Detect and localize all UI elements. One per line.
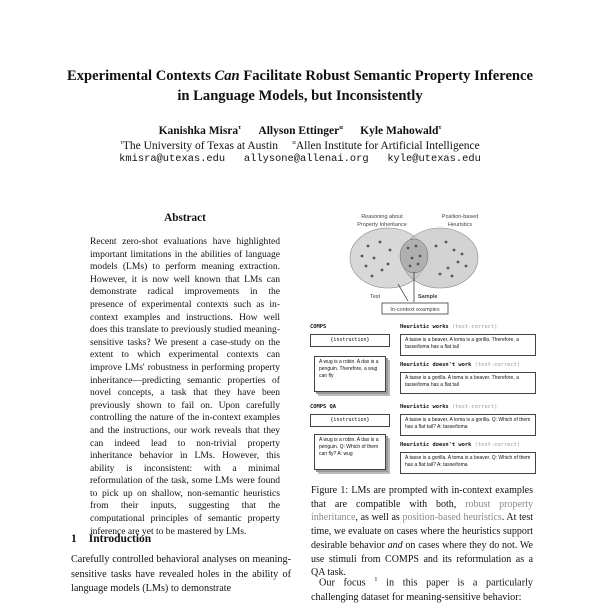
para-text: in this paper is a particularly challenging dataset for meaning-sensitive behavior:	[311, 577, 534, 604]
heuristic-works-text: Heuristic works	[400, 324, 449, 330]
venn-dot	[407, 247, 410, 250]
section-heading	[71, 533, 151, 545]
venn-dot	[367, 245, 370, 248]
venn-dot	[379, 241, 382, 244]
author-list	[40, 124, 560, 137]
intro-body	[71, 553, 291, 597]
email-list	[40, 153, 560, 165]
heuristic-note: (test-correct)	[474, 442, 521, 448]
intro-text: Carefully controlled behavioral analyses on meaning-sensitive tasks have revealed holes in the ability of language models (LMs) to demonstrate	[71, 554, 291, 595]
affil-mark: τ	[120, 139, 123, 146]
affil-mark: α	[292, 139, 296, 146]
heuristic-note: (test-correct)	[474, 362, 521, 368]
comps-qa-label: COMPS QA	[310, 404, 336, 410]
title-part: Experimental Contexts	[66, 68, 215, 84]
title-emphasis: Can	[214, 68, 240, 84]
instruction-box: {instruction}	[310, 334, 390, 347]
author-mark: τ	[238, 124, 242, 131]
heuristic-works-box-1: A tasse is a beaver. A toma is a gorilla. Therefore, a tasse/toma has a flat tail	[400, 334, 536, 356]
venn-dot	[365, 265, 368, 268]
para-text: Our focus	[319, 577, 366, 589]
sample-label: Sample	[418, 294, 438, 300]
venn-dot	[465, 265, 468, 268]
comps-label: COMPS	[310, 324, 327, 330]
figure-1	[308, 206, 540, 478]
caption-text: , as well as	[355, 512, 400, 524]
heuristic-works-box-2: A tasse is a beaver. A toma is a gorilla. Q: Which of them has a flat tail? A: tasse/toma	[400, 414, 536, 436]
abstract-text: Recent zero-shot evaluations have highlighted important limitations in the abilities of language models (LMs) to perform meaning extraction. However, it is now well known that LMs can demonstrate radical improvements in the presence of experimental contexts such as in-context examples and instructions. How well does this translate to previously studied meaning-sensitive tasks? We present a case-study on the extent to which experimental contexts can improve LMs' robustness in performing property inheritance—predicting semantic properties of novel concepts, a task that they have been previously shown to fail on. Upon carefully controlling the nature of the in-context examples and the instructions, our work reveals that they can indeed lead to non-trivial property inheritance behavior in LMs. However, this ability is inconsistent: with a minimal reformulation of the task, some LMs were found to pick up on shallow, non-semantic heuristics from their inputs, suggesting that the computational principles of semantic property inference are yet to be mastered by LMs.	[90, 236, 280, 537]
author-name: Kanishka Misra	[158, 124, 239, 137]
caption-highlight: robust property inheritance	[311, 498, 533, 524]
venn-dot	[447, 267, 450, 270]
venn-dot	[381, 269, 384, 272]
email: allysone@allenai.org	[243, 153, 369, 165]
test-label: Test	[370, 294, 381, 300]
caption-text: on cases where they do not. We use stimuli from	[311, 539, 533, 565]
venn-right-label-2: Heuristics	[447, 222, 473, 228]
affiliation: Allen Institute for Artificial Intelligence	[295, 139, 480, 152]
venn-dot	[445, 241, 448, 244]
abstract-heading: Abstract	[164, 212, 206, 224]
affiliation: The University of Texas at Austin	[122, 139, 279, 152]
figure-caption	[311, 484, 533, 580]
venn-dot	[453, 249, 456, 252]
email: kyle@utexas.edu	[387, 153, 481, 165]
venn-dot	[439, 273, 442, 276]
title-part: Facilitate Robust Semantic Property Inference	[239, 68, 533, 84]
caption-text: LMs are prompted with in-context examples that are compatible with both,	[311, 485, 534, 510]
heuristic-doesnt-text: Heuristic doesn't work	[400, 442, 472, 448]
venn-dot	[387, 263, 390, 266]
abstract-body	[90, 236, 280, 538]
author-mark: τ	[438, 124, 442, 131]
author-name: Allyson Ettinger	[258, 124, 340, 137]
venn-dot	[373, 257, 376, 260]
heuristic-doesnt-box-1: A tasse is a gorilla. A toma is a beaver. Therefore, a tasse/toma has a flat tail	[400, 372, 536, 394]
body-paragraph	[311, 573, 533, 606]
incontext-label: In-context examples	[390, 307, 440, 313]
venn-right-label-1: Position-based	[441, 214, 479, 220]
email: kmisra@utexas.edu	[119, 153, 226, 165]
venn-dot	[451, 275, 454, 278]
venn-dot	[389, 249, 392, 252]
venn-dot	[457, 261, 460, 264]
section-number: 1	[71, 533, 77, 545]
heuristic-note: (test-correct)	[451, 324, 498, 330]
paper-title	[40, 66, 560, 106]
section-title: Introduction	[88, 533, 152, 545]
caption-dataset: COMPS	[385, 553, 419, 565]
test-arrow	[398, 284, 408, 301]
venn-dot	[411, 257, 414, 260]
instruction-box-qa: {instruction}	[310, 414, 390, 427]
heuristic-doesnt-label-qa	[400, 442, 520, 448]
comps-stimulus-box: A wug is a robin. A dax is a penguin. Therefore, a wug can fly	[314, 356, 386, 392]
heuristic-works-text: Heuristic works	[400, 404, 449, 410]
caption-text: . At test time, we evaluate on cases where the heuristics support desirable behavior	[311, 512, 533, 551]
venn-dot	[417, 263, 420, 266]
heuristic-note: (test-correct)	[451, 404, 498, 410]
venn-dot	[371, 275, 374, 278]
affiliations	[40, 139, 560, 152]
venn-dot	[435, 245, 438, 248]
title-line-2: in Language Models, but Inconsistently	[177, 88, 423, 104]
venn-dot	[415, 245, 418, 248]
venn-dot	[419, 255, 422, 258]
venn-overlap	[400, 239, 428, 273]
caption-label: Figure 1:	[311, 485, 349, 496]
heuristic-works-label	[400, 324, 497, 330]
venn-left-label-2: Property Inheritance	[357, 222, 407, 228]
author-mark: α	[339, 124, 343, 131]
heuristic-doesnt-box-2: A tasse is a gorilla. A toma is a beaver. Q: Which of them has a flat tail? A: tasse/toma	[400, 452, 536, 474]
venn-dot	[361, 255, 364, 258]
qa-stimulus-box: A wug is a robin. A dax is a penguin. Q: Which of them can fly? A: wug	[314, 434, 386, 470]
caption-text: and its reformulation as a QA task.	[311, 553, 534, 579]
venn-left-label-1: Reasoning about	[361, 214, 403, 220]
venn-diagram	[308, 206, 540, 316]
heuristic-doesnt-text: Heuristic doesn't work	[400, 362, 472, 368]
caption-highlight: position-based heuristics	[402, 512, 502, 524]
venn-dot	[409, 265, 412, 268]
venn-dot	[461, 253, 464, 256]
heuristic-doesnt-label	[400, 362, 520, 368]
author-name: Kyle Mahowald	[360, 124, 439, 137]
caption-emphasis: and	[387, 539, 403, 551]
footnote-mark: 1	[374, 576, 378, 583]
heuristic-works-label-qa	[400, 404, 497, 410]
